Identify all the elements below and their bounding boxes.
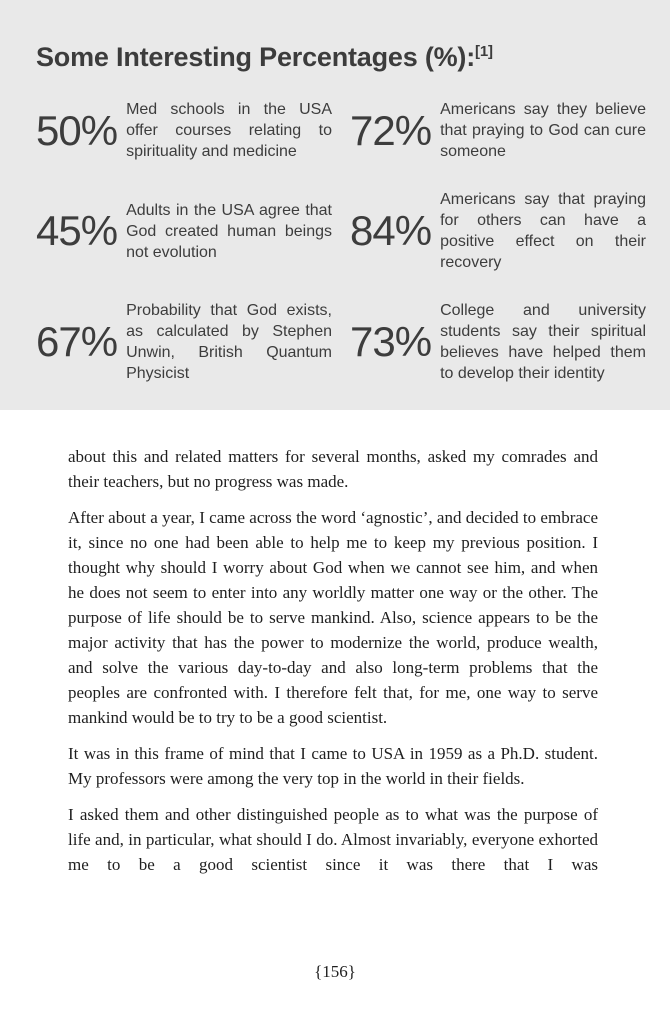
page-number: {156}	[314, 962, 356, 981]
stats-grid	[36, 99, 646, 384]
paragraph: It was in this frame of mind that I came to USA in 1959 as a Ph.D. student. My professors were among the very top in the world in their fields.	[68, 744, 598, 788]
stat-text: Probability that God exists, as calculated by Stephen Unwin, British Quantum Physicist	[126, 302, 332, 382]
stat-item	[350, 300, 646, 384]
paragraph: After about a year, I came across the word ‘agnostic’, and decided to embrace it, since no one had been able to help me to keep my previous position. I thought why should I worry about God when we cannot see him, and when he does not seem to enter into any worldly matter one way or the other. The purpose of life should be to serve mankind. Also, science appears to be the major activity that has the power to modernize the world, produce wealth, and solve the various day-to-day and also long-term problems that the peoples are confronted with. I therefore felt that, for me, one way to serve mankind would be to try to be a good scientist.	[68, 508, 598, 727]
stat-value: 73%	[350, 318, 432, 365]
stat-text: College and university students say their spiritual believes have helped them to develop their identity	[440, 302, 646, 382]
stat-text: Americans say they believe that praying to God can cure someone	[440, 101, 646, 160]
stat-value: 67%	[36, 318, 118, 365]
stat-value: 72%	[350, 106, 432, 154]
stat-item	[36, 99, 332, 162]
stat-value: 45%	[36, 207, 118, 254]
stat-item	[36, 189, 332, 273]
stat-value: 50%	[36, 106, 118, 154]
stat-text: Americans say that praying for others can have a positive effect on their recovery	[440, 191, 646, 271]
footnote-reference: [1]	[475, 43, 493, 60]
stat-item	[36, 300, 332, 384]
stat-text: Med schools in the USA offer courses relating to spirituality and medicine	[126, 101, 332, 160]
stat-text: Adults in the USA agree that God created human beings not evolution	[126, 201, 332, 261]
stat-item	[350, 189, 646, 273]
infobox-title	[36, 42, 646, 73]
percentages-infobox	[0, 0, 670, 410]
stat-value: 84%	[350, 207, 432, 254]
infobox-title-text: Some Interesting Percentages (%):	[36, 42, 476, 72]
page-body	[0, 410, 670, 877]
paragraph: I asked them and other distinguished people as to what was the purpose of life and, in particular, what should I do. Almost invariably, everyone exhorted me to be a good scientist since it was there that I was	[68, 805, 598, 874]
paragraph: about this and related matters for several months, asked my comrades and their teachers, but no progress was made.	[68, 447, 598, 491]
stat-item	[350, 99, 646, 162]
